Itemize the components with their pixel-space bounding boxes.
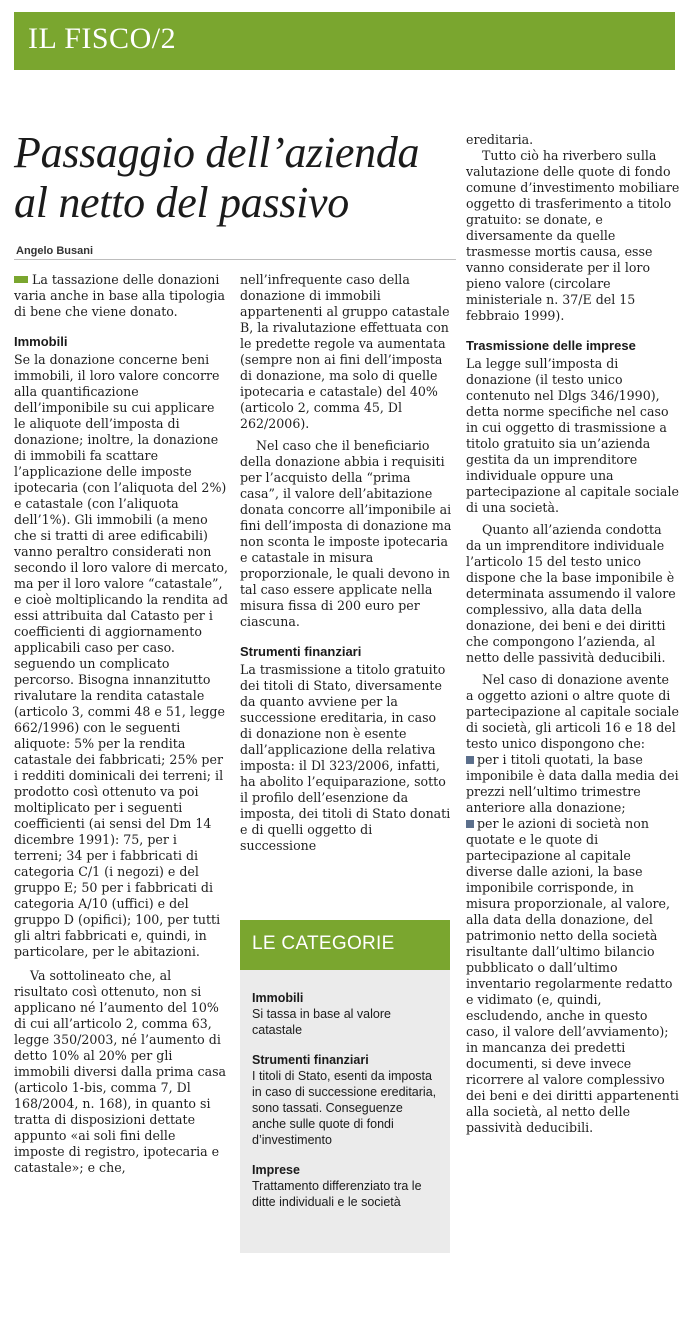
article-column-3 [466,132,680,1136]
bullet-item: per i titoli quotati, la base imponibile è data dalla media dei prezzi nell’ultimo trimestre anteriore alla donazione; [466,752,679,815]
category-item [252,1162,438,1210]
category-text: Trattamento differenziato tra le ditte individuali e le società [252,1179,422,1209]
lead-marker-icon [14,276,28,283]
category-title: Strumenti finanziari [252,1053,369,1067]
subheading-trasmissione-imprese: Trasmissione delle imprese [466,338,636,353]
category-item [252,990,438,1038]
lead-paragraph: La tassazione delle donazioni varia anche in base alla tipologia di bene che viene donato. [14,272,226,319]
body-paragraph: Quanto all’azienda condotta da un imprenditore individuale l’articolo 15 del testo unico dispone che la base imponibile è determinata assumendo il valore complessivo, alla data della donazione, dei beni e dei diritti che compongono l’azienda, al netto delle passività deducibili. [466,522,676,665]
body-paragraph: La legge sull’imposta di donazione (il testo unico contenuto nel Dlgs 346/1990), detta norme specifiche nel caso in cui oggetto di trasmissione a titolo gratuito sia un’azienda gestita da un imprenditore individuale oppure una partecipazione al capitale sociale di una società. [466,356,679,515]
article-headline: Passaggio dell’azienda al netto del passivo [14,128,420,227]
subheading-immobili: Immobili [14,334,68,349]
category-item [252,1052,438,1148]
byline-divider [14,259,456,260]
article-column-2 [240,272,452,854]
body-paragraph: nell’infrequente caso della donazione di immobili appartenenti al gruppo catastale B, la rivalutazione effettuata con le predette regole va aumentata (sempre non ai fini dell’imposta di donazione, ma solo di quelle ipotecaria e catastale) del 40% (articolo 2, comma 45, Dl 262/2006). [240,272,450,431]
section-banner [14,12,675,70]
body-paragraph: Va sottolineato che, al risultato così ottenuto, non si applicano né l’aumento del 10% di cui all’articolo 2, comma 63, legge 350/2003, né l’aumento di detto 10% al 20% per gli immobili diversi dalla prima casa (articolo 1-bis, comma 7, Dl 168/2004, n. 168), in quanto si tratta di disposizioni dettate appunto «ai soli fini delle imposte di registro, ipotecaria e catastale»; e che, [14,968,227,1175]
categories-list [240,970,450,1210]
body-paragraph: Tutto ciò ha riverbero sulla valutazione delle quote di fondo comune d’investimento mobiliare oggetto di trasferimento a titolo gratuito: se donate, e diversamente da quelle trasmesse mortis causa, esse vanno considerate per il loro pieno valore (circolare ministeriale n. 37/E del 15 febbraio 1999). [466,148,680,323]
square-bullet-icon [466,756,474,764]
category-title: Immobili [252,991,304,1005]
category-text: I titoli di Stato, esenti da imposta in caso di successione ereditaria, sono tassati. Conseguenze anche sulle quote di fondi d’investimento [252,1069,437,1147]
category-text: Si tassa in base al valore catastale [252,1007,391,1037]
categories-sidebar [240,920,450,1253]
body-paragraph: ereditaria. [466,132,534,147]
body-paragraph: Nel caso che il beneficiario della donazione abbia i requisiti per l’acquisto della “prima casa”, il valore dell’abitazione donata concorre all’imponibile ai fini dell’imposta di donazione ma non sconta le imposte ipotecaria e catastale in misura proporzionale, le quali devono in tal caso essere applicate nella misura fissa di 200 euro per ciascuna. [240,438,452,629]
article-column-1 [14,272,228,1176]
categories-sidebar-header [240,920,450,970]
body-paragraph: Nel caso di donazione avente a oggetto azioni o altre quote di partecipazione al capitale sociale di società, gli articoli 16 e 18 del testo unico dispongono che: [466,672,679,751]
square-bullet-icon [466,820,474,828]
article-byline: Angelo Busani [16,245,94,257]
section-banner-title: IL FISCO/2 [28,22,177,55]
categories-sidebar-title: LE CATEGORIE [252,933,395,954]
subheading-strumenti-finanziari: Strumenti finanziari [240,644,362,659]
body-paragraph: La trasmissione a titolo gratuito dei titoli di Stato, diversamente da quanto avviene per la successione ereditaria, in caso di donazione non è esente dall’applicazione della relativa imposta: il Dl 323/2006, infatti, ha abolito l’equiparazione, sotto il profilo dell’esenzione da imposta, dei titoli di Stato donati e di quelli oggetto di successione [240,662,451,853]
bullet-item: per le azioni di società non quotate e le quote di partecipazione al capitale diverse dalle azioni, la base imponibile corrisponde, in misura proporzionale, al valore, alla data della donazione, del patrimonio netto della società risultante dall’ultimo bilancio pubblicato o dall’ultimo inventario regolarmente redatto e vidimato (e, quindi, escludendo, anche in questo caso, il valore dell’avviamento); in mancanza dei predetti documenti, si deve invece ricorrere al valore complessivo dei beni e dei diritti appartenenti alla società, al netto delle passività deducibili. [466,816,679,1135]
body-paragraph: Se la donazione concerne beni immobili, il loro valore concorre alla quantificazione dell’imponibile su cui applicare le aliquote dell’imposta di donazione; inoltre, la donazione di immobili fa scattare l’applicazione delle imposte ipotecaria (con l’aliquota del 2%) e catastale (con l’aliquota dell’1%). Gli immobili (a meno che si tratti di aree edificabili) vanno peraltro considerati non secondo il loro valore di mercato, ma per il loro valore “catastale”, e cioè moltiplicando la rendita ad essi attribuita dal Catasto per i coefficienti di aggiornamento applicabili caso per caso. seguendo un complicato percorso. Bisogna innanzitutto rivalutare la rendita catastale (articolo 3, commi 48 e 51, legge 662/1996) con le seguenti aliquote: 5% per la rendita catastale dei fabbricati; 25% per i redditi dominicali dei terreni; il prodotto così ottenuto va poi moltiplicato per i seguenti coefficienti (ai sensi del Dm 14 dicembre 1991): 75, per i terreni; 34 per i fabbricati di categoria C/1 (i negozi) e del gruppo E; 50 per i fabbricati di categoria A/10 (uffici) e del gruppo D (opifici); 100, per tutti gli altri fabbricati e, quindi, in particolare, per le abitazioni. [14,352,229,959]
category-title: Imprese [252,1163,300,1177]
